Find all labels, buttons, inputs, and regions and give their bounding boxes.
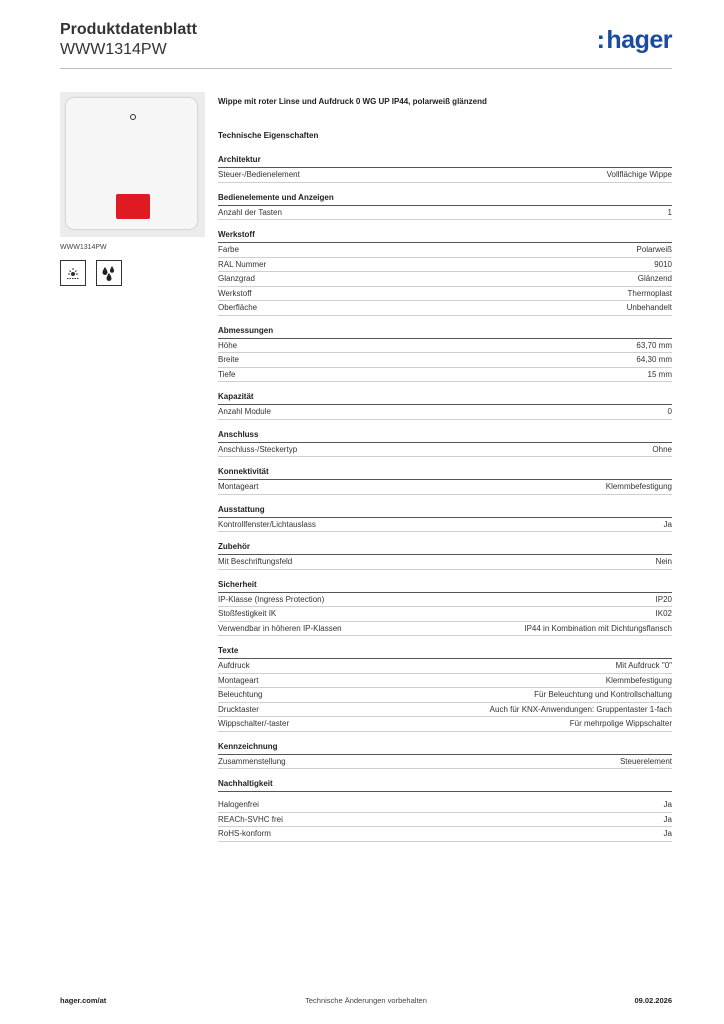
spec-label: REACh-SVHC frei — [218, 814, 283, 824]
spec-row — [218, 555, 672, 570]
spec-row — [218, 405, 672, 420]
spec-row — [218, 258, 672, 273]
spec-row — [218, 813, 672, 828]
spec-row — [218, 703, 672, 718]
image-caption: WWW1314PW — [60, 244, 107, 251]
spec-value: 63,70 mm — [636, 340, 672, 350]
spec-value: Steuerelement — [619, 756, 672, 766]
spec-label: Steuer-/Bedienelement — [218, 170, 300, 179]
spec-sections — [218, 154, 672, 842]
spec-label: Glanzgrad — [218, 274, 255, 283]
indoor-light-icon — [60, 260, 86, 286]
spec-section — [218, 192, 672, 221]
section-heading: Sicherheit — [218, 579, 672, 593]
specifications — [218, 96, 672, 851]
spec-value: Ja — [663, 829, 672, 838]
spec-label: Montageart — [218, 482, 259, 491]
spec-value: Für mehrpolige Wippschalter — [569, 719, 672, 728]
spec-value: Ohne — [652, 444, 672, 454]
spec-label: Farbe — [218, 245, 239, 254]
spec-label: Aufdruck — [218, 661, 250, 670]
section-heading: Konnektivität — [218, 466, 672, 480]
properties-heading: Technische Eigenschaften — [218, 131, 319, 140]
spec-section — [218, 504, 672, 533]
spec-value: Polarweiß — [636, 245, 672, 254]
spec-row — [218, 755, 672, 770]
spec-label: Werkstoff — [218, 288, 252, 298]
footer-website: hager.com/at — [60, 996, 107, 1005]
spec-label: Anschluss-/Steckertyp — [218, 444, 298, 454]
section-heading: Kennzeichnung — [218, 741, 672, 755]
section-heading: Anschluss — [218, 429, 672, 443]
spec-row — [218, 622, 672, 637]
spec-label: Stoßfestigkeit IK — [218, 609, 277, 618]
spec-row — [218, 688, 672, 703]
spec-value: Mit Aufdruck "0" — [615, 661, 672, 670]
spec-label: RoHS-konform — [218, 829, 271, 838]
spec-row — [218, 480, 672, 495]
spec-value: Thermoplast — [627, 288, 672, 298]
spec-row — [218, 353, 672, 368]
spec-label: Anzahl Module — [218, 407, 271, 416]
spec-label: RAL Nummer — [218, 259, 267, 269]
spec-label: IP-Klasse (Ingress Protection) — [218, 594, 325, 604]
spec-label: Drucktaster — [218, 704, 259, 714]
product-image — [60, 92, 205, 237]
spec-label: Breite — [218, 355, 239, 364]
spec-section — [218, 229, 672, 316]
spec-value: Ja — [663, 519, 672, 529]
spec-section — [218, 778, 672, 842]
spec-value: Klemmbefestigung — [605, 482, 672, 491]
spec-row — [218, 206, 672, 221]
print-mark-dot — [130, 114, 136, 120]
section-heading: Bedienelemente und Anzeigen — [218, 192, 672, 206]
spec-section — [218, 325, 672, 383]
spec-label: Verwendbar in höheren IP-Klassen — [218, 623, 342, 633]
section-heading: Architektur — [218, 154, 672, 168]
spec-section — [218, 391, 672, 420]
product-code: WWW1314PW — [60, 41, 167, 58]
spec-value: 15 mm — [647, 369, 672, 379]
spec-value: Nein — [655, 557, 672, 566]
spec-section — [218, 645, 672, 732]
product-media — [60, 92, 205, 286]
spec-value: 9010 — [654, 259, 672, 269]
spec-label: Montageart — [218, 675, 259, 685]
spec-label: Kontrollfenster/Lichtauslass — [218, 519, 316, 529]
spec-value: Klemmbefestigung — [605, 675, 672, 685]
spec-row — [218, 717, 672, 732]
spec-label: Mit Beschriftungsfeld — [218, 557, 293, 566]
spec-label: Halogenfrei — [218, 800, 259, 809]
document-title: Produktdatenblatt — [60, 21, 197, 38]
spec-row — [218, 798, 672, 813]
spec-value: IK02 — [655, 609, 672, 618]
spec-row — [218, 243, 672, 258]
page-header — [60, 20, 672, 60]
spec-label: Beleuchtung — [218, 690, 263, 699]
spec-section — [218, 541, 672, 570]
spec-section — [218, 579, 672, 637]
section-heading: Werkstoff — [218, 229, 672, 243]
section-heading: Nachhaltigkeit — [218, 778, 672, 792]
spec-section — [218, 429, 672, 458]
spec-value: Für Beleuchtung und Kontrollschaltung — [534, 690, 672, 699]
spec-row — [218, 443, 672, 458]
spec-label: Oberfläche — [218, 303, 258, 312]
spec-value: Ja — [663, 814, 672, 824]
spec-section — [218, 741, 672, 770]
spec-value: IP44 in Kombination mit Dichtungsflansch — [524, 623, 672, 633]
spec-row — [218, 659, 672, 674]
spec-row — [218, 272, 672, 287]
spec-label: Zusammenstellung — [218, 756, 286, 766]
section-heading: Abmessungen — [218, 325, 672, 339]
spec-value: Vollflächige Wippe — [606, 170, 672, 179]
spec-row — [218, 339, 672, 354]
section-heading: Zubehör — [218, 541, 672, 555]
product-name: Wippe mit roter Linse und Aufdruck 0 WG UP IP44, polarweiß glänzend — [218, 97, 487, 106]
spec-value: IP20 — [655, 594, 672, 604]
spec-value: Auch für KNX-Anwendungen: Gruppentaster 1-fach — [489, 704, 672, 714]
spec-row — [218, 301, 672, 316]
spec-value: Unbehandelt — [626, 303, 672, 312]
red-lens — [116, 194, 150, 219]
property-icons — [60, 260, 205, 286]
logo-text: hager — [606, 26, 672, 54]
spec-value: 1 — [667, 207, 672, 217]
spec-value: Glänzend — [637, 274, 672, 283]
spec-row — [218, 287, 672, 302]
spec-label: Tiefe — [218, 369, 236, 379]
spec-value: 64,30 mm — [636, 355, 672, 364]
spec-value: Ja — [663, 800, 672, 809]
spec-row — [218, 518, 672, 533]
footer-disclaimer: Technische Änderungen vorbehalten — [305, 996, 427, 1005]
spec-section — [218, 466, 672, 495]
hager-logo: :hager — [596, 26, 672, 54]
spec-row — [218, 368, 672, 383]
spec-section — [218, 154, 672, 183]
section-heading: Ausstattung — [218, 504, 672, 518]
spec-row — [218, 168, 672, 183]
header-divider — [60, 68, 672, 69]
water-drops-icon — [96, 260, 122, 286]
spec-row — [218, 674, 672, 689]
spec-label: Anzahl der Tasten — [218, 207, 282, 217]
section-heading: Kapazität — [218, 391, 672, 405]
spec-row — [218, 827, 672, 842]
spec-label: Wippschalter/-taster — [218, 719, 290, 728]
spec-value: 0 — [667, 407, 672, 416]
rocker-plate — [66, 98, 197, 229]
section-heading: Texte — [218, 645, 672, 659]
footer-date: 09.02.2026 — [634, 996, 672, 1005]
spec-label: Höhe — [218, 340, 238, 350]
spec-row — [218, 607, 672, 622]
spec-row — [218, 593, 672, 608]
